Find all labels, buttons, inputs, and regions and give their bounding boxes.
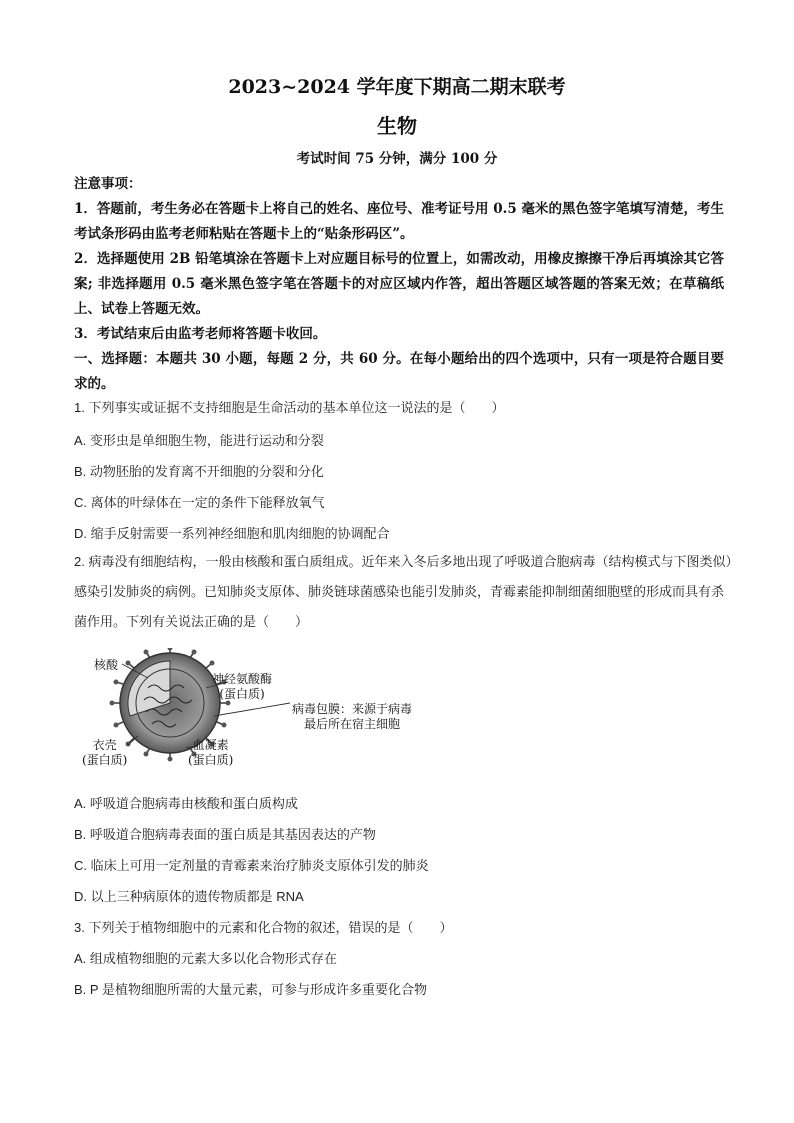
section-heading: 一、选择题：本题共 30 小题，每题 2 分，共 60 分。在每小题给出的四个选项中，只有一项是符合题目要求的。 xyxy=(74,351,724,392)
exam-info: 考试时间 75 分钟，满分 100 分 xyxy=(296,151,498,167)
question-2-option-d: D. 以上三种病原体的遗传物质都是 RNA xyxy=(74,889,304,904)
question-1-option-c: C. 离体的叶绿体在一定的条件下能释放氧气 xyxy=(74,495,325,510)
label-neuraminidase: 神经氨酸酶 (蛋白质) xyxy=(212,672,273,701)
question-2-option-c: C. 临床上可用一定剂量的青霉素来治疗肺炎支原体引发的肺炎 xyxy=(74,858,429,873)
question-1-option-b: B. 动物胚胎的发育离不开细胞的分裂和分化 xyxy=(74,464,324,479)
label-envelope: 病毒包膜：来源于病毒 最后所在宿主细胞 xyxy=(292,702,413,731)
label-capsid: 衣壳 (蛋白质) xyxy=(82,738,128,767)
subject-title: 生物 xyxy=(377,114,417,138)
instruction-item: 2．选择题使用 2B 铅笔填涂在答题卡上对应题目标号的位置上，如需改动，用橡皮擦擦干净后再填涂其它答案; 非选择题用 0.5 毫米黑色签字笔在答题卡的对应区域内作答，超出答题区域答题的答案无效；在草稿纸上、试卷上答题无效。 xyxy=(74,251,724,317)
virus-structure-figure xyxy=(78,648,438,776)
instructions xyxy=(74,172,724,397)
question-3-option-a: A. 组成植物细胞的元素大多以化合物形式存在 xyxy=(74,951,337,966)
exam-title: 2023~2024 学年度下期高二期末联考 xyxy=(228,76,566,98)
label-nucleic-acid: 核酸 xyxy=(94,658,119,672)
label-hemagglutinin: 血凝素 (蛋白质) xyxy=(188,738,234,767)
question-2-option-a: A. 呼吸道合胞病毒由核酸和蛋白质构成 xyxy=(74,796,298,811)
question-1-option-a: A. 变形虫是单细胞生物，能进行运动和分裂 xyxy=(74,433,324,448)
instruction-item: 3．考试结束后由监考老师将答题卡收回。 xyxy=(74,326,327,342)
instruction-item: 1．答题前，考生务必在答题卡上将自己的姓名、座位号、准考证号用 0.5 毫米的黑色签字笔填写清楚，考生考试条形码由监考老师粘贴在答题卡上的“贴条形码区”。 xyxy=(74,201,724,242)
question-3-option-b: B. P 是植物细胞所需的大量元素，可参与形成许多重要化合物 xyxy=(74,982,427,997)
instructions-heading: 注意事项： xyxy=(74,176,142,192)
question-2-stem: 2. 病毒没有细胞结构，一般由核酸和蛋白质组成。近年来入冬后多地出现了呼吸道合胞病毒（结构模式与下图类似）感染引发肺炎的病例。已知肺炎支原体、肺炎链球菌感染也能引发肺炎，青霉素能抑制细菌细胞壁的形成而具有杀菌作用。下列有关说法正确的是（ ） xyxy=(74,554,732,629)
question-2-option-b: B. 呼吸道合胞病毒表面的蛋白质是其基因表达的产物 xyxy=(74,827,376,842)
question-1-stem: 1. 下列事实或证据不支持细胞是生命活动的基本单位这一说法的是（ ） xyxy=(74,400,505,415)
question-3-stem: 3. 下列关于植物细胞中的元素和化合物的叙述，错误的是（ ） xyxy=(74,920,453,935)
question-1-option-d: D. 缩手反射需要一系列神经细胞和肌肉细胞的协调配合 xyxy=(74,526,390,541)
